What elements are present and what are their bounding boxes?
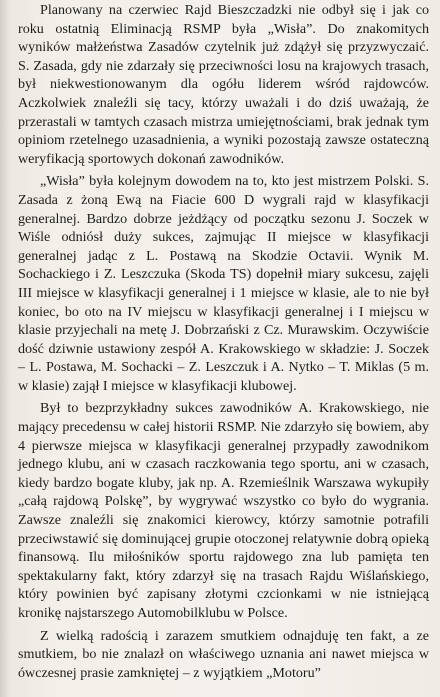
- paragraph-2: „Wisła” była kolejnym dowodem na to, kto jest mistrzem Polski. S. Zasada z żoną Ewą na Fiacie 600 D wygrali rajd w klasyfikacji generalnej. Bardzo dobrze jeżdżący od początku sezonu J. Soczek w Wiśle odniósł duży sukces, zajmując II miejsce w klasyfikacji generalnej jadąc z L. Postawą na Skodzie Octavii. Wynik M. Sochackiego i Z. Leszczuka (Skoda TS) dopełnił miary sukcesu, zajęli III miejsce w klasyfikacji generalnej i 1 miejsce w klasie, ale to nie był koniec, bo oto na IV miejscu w klasyfikacji generalnej i I miejscu w klasie przyjechali na metę J. Dobrzański z Cz. Murawskim. Oczywiście dość dziwnie ustawiony zespół A. Krakowskiego w składzie: J. Soczek – L. Postawa, M. Sochacki – Z. Leszczuk i A. Nytko – T. Miklas (5 m. w klasie) zajął I miejsce w klasyfikacji klubowej.: [18, 173, 429, 394]
- paragraph-1: Planowany na czerwiec Rajd Bieszczadzki nie odbył się i jak co roku ostatnią Eliminacją RSMP była „Wisła”. Do znakomitych wyników małżeństwa Zasadów czytelnik już zdążył się przyzwyczaić. S. Zasada, gdy nie zdarzały się przeciwności losu na krajowych trasach, był niekwestionowanym dla ogółu liderem wśród rajdowców. Aczkolwiek znaleźli się tacy, którzy uważali i do dziś uważają, że przerastali w tamtych czasach mistrza umiejętnościami, brak jednak tym opiniom rzetelnego uzasadnienia, a wyniki pozostają zawsze ostateczną weryfikacją sportowych dokonań zawodników.: [18, 2, 429, 167]
- paragraph-3: Był to bezprzykładny sukces zawodników A. Krakowskiego, nie mający precedensu w całej historii RSMP. Nie zdarzyło się bowiem, aby 4 pierwsze miejsca w klasyfikacji generalnej przypadły zawodnikom jednego klubu, ani w czasach raczkowania tego sportu, ani w czasach, kiedy bardzo bogate kluby, jak np. A. Rzemieślnik Warszawa wykupiły „całą rajdową Polskę”, by wygrywać wszystko co było do wygrania. Zawsze znaleźli się znakomici kierowcy, którzy samotnie potrafili przeciwstawić się dominującej grupie otoczonej relatywnie dobrą opieką finansową. Ilu miłośników sportu rajdowego zna lub pamięta ten spektakularny fakt, który zdarzył się na trasach Rajdu Wiślańskiego, który powinien być zapisany złotymi czcionkami w nie istniejącą kronikę najstarszego Automobilklubu w Polsce.: [18, 400, 429, 621]
- paragraph-4: Z wielką radością i zarazem smutkiem odnajduję ten fakt, a ze smutkiem, bo nie znalazł on właściwego uznania ani nawet miejsca w ówczesnej prasie zamkniętej – z wyjątkiem „Motoru”: [18, 627, 429, 681]
- page-gutter-shadow: [0, 0, 10, 697]
